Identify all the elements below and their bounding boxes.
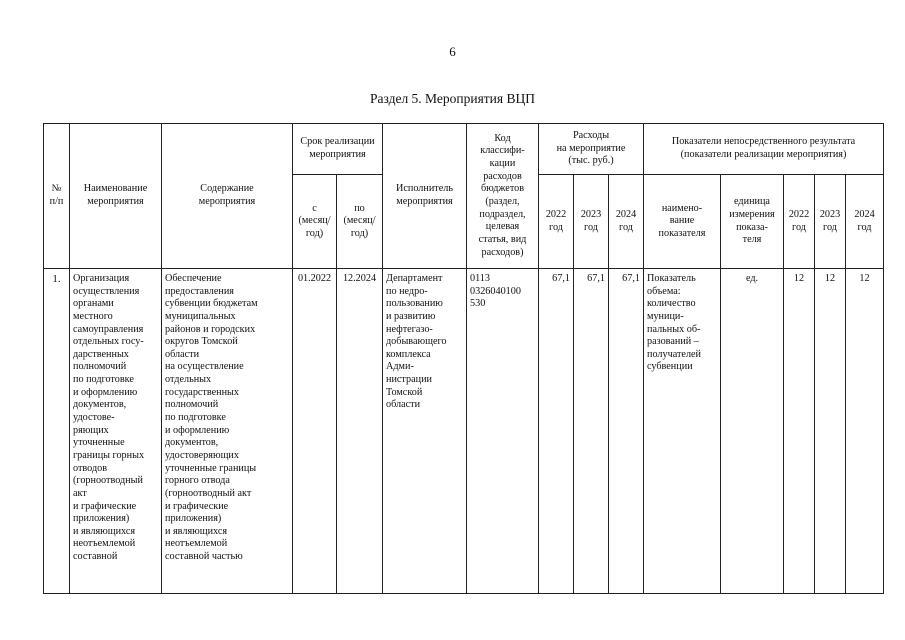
header-ind-2024: 2024 год bbox=[846, 175, 884, 269]
cell-ind-2022: 12 bbox=[784, 269, 815, 594]
cell-ind-2023: 12 bbox=[815, 269, 846, 594]
header-term-to: по (месяц/ год) bbox=[337, 175, 383, 269]
cell-ind-name: Показатель объема: количество муници- пальных об- разований – получателей субвенции bbox=[644, 269, 721, 594]
cell-ind-unit: ед. bbox=[721, 269, 784, 594]
header-exp-2022: 2022 год bbox=[539, 175, 574, 269]
header-indicators: Показатели непосредственного результата (показатели реализации мероприятия) bbox=[644, 124, 884, 175]
page-number: 6 bbox=[449, 44, 456, 59]
cell-content: Обеспечение предоставления субвенции бюджетам муниципальных районов и городских округов Томской области на осуществление отдельных государственных полномочий по подготовке и оформлению документов, удостоверяющих уточненные границы горного отвода (горноотводный акт и графические приложения) и являющихся неотъемлемой составной частью bbox=[162, 269, 293, 594]
cell-name: Организация осуществления органами местного самоуправления отдельных госу- дарственных полномочий по подготовке и оформлению документов, удостове- ряющих уточненные границы горных отводов (горноотводный акт и графические приложения) и являющихся неотъемлемой составной bbox=[70, 269, 162, 594]
header-expenses: Расходы на мероприятие (тыс. руб.) bbox=[539, 124, 644, 175]
cell-exp-2022: 67,1 bbox=[539, 269, 574, 594]
header-ind-2022: 2022 год bbox=[784, 175, 815, 269]
header-ind-name: наимено- вание показателя bbox=[644, 175, 721, 269]
header-exp-2024: 2024 год bbox=[609, 175, 644, 269]
header-row-1 bbox=[44, 124, 884, 175]
cell-from: 01.2022 bbox=[293, 269, 337, 594]
header-content: Содержание мероприятия bbox=[162, 124, 293, 269]
header-executor: Исполнитель мероприятия bbox=[383, 124, 467, 269]
section-title: Раздел 5. Мероприятия ВЦП bbox=[370, 91, 535, 106]
cell-budget-code: 0113 0326040100 530 bbox=[467, 269, 539, 594]
header-name: Наименование мероприятия bbox=[70, 124, 162, 269]
header-exp-2023: 2023 год bbox=[574, 175, 609, 269]
cell-num: 1. bbox=[44, 269, 70, 594]
header-ind-2023: 2023 год bbox=[815, 175, 846, 269]
cell-exp-2024: 67,1 bbox=[609, 269, 644, 594]
cell-ind-2024: 12 bbox=[846, 269, 884, 594]
header-term: Срок реализации мероприятия bbox=[293, 124, 383, 175]
table-row bbox=[44, 269, 884, 594]
cell-exp-2023: 67,1 bbox=[574, 269, 609, 594]
activities-table bbox=[43, 123, 884, 594]
cell-to: 12.2024 bbox=[337, 269, 383, 594]
header-term-from: с (месяц/ год) bbox=[293, 175, 337, 269]
header-budget-code: Код классифи- кации расходов бюджетов (раздел, подраздел, целевая статья, вид расходов) bbox=[467, 124, 539, 269]
header-num: № п/п bbox=[44, 124, 70, 269]
header-ind-unit: единица измерения показа- теля bbox=[721, 175, 784, 269]
cell-executor: Департамент по недро- пользованию и развитию нефтегазо- добывающего комплекса Адми- нистрации Томской области bbox=[383, 269, 467, 594]
